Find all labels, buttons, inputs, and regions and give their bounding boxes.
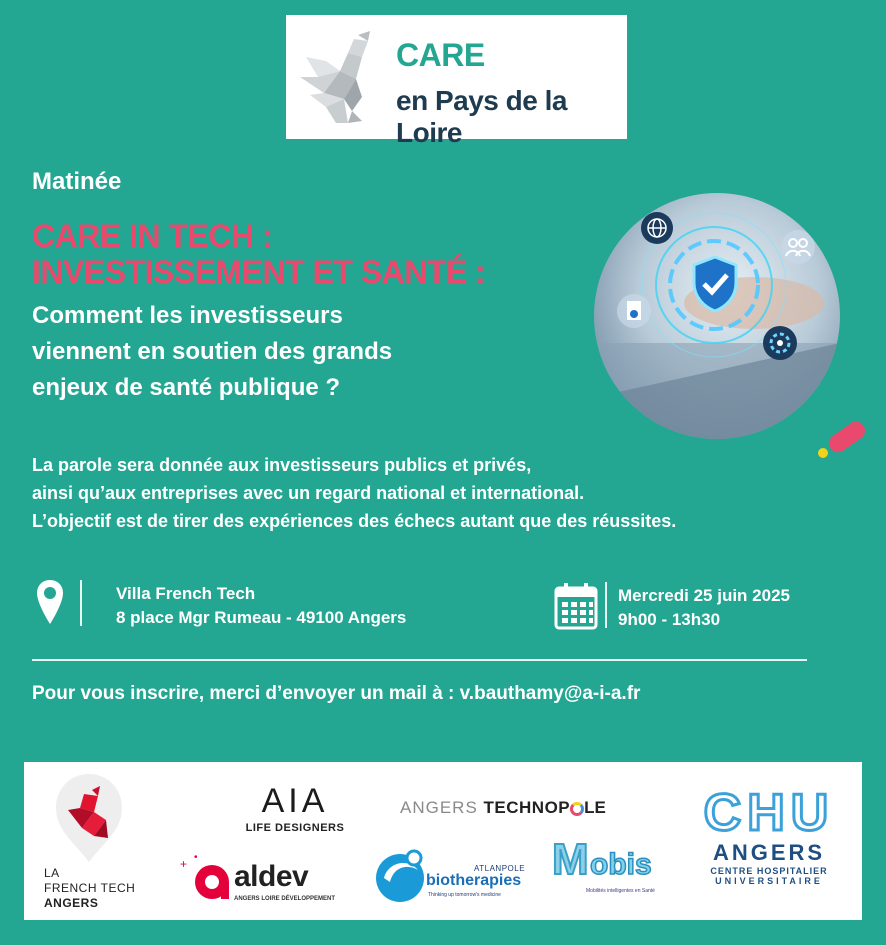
biotherapies-globe-icon bbox=[374, 848, 430, 904]
svg-text:+: + bbox=[180, 857, 188, 871]
gear-icon bbox=[762, 325, 798, 361]
registration-text[interactable]: Pour vous inscrire, merci d’envoyer un mail à : v.bauthamy@a-i-a.fr bbox=[32, 683, 641, 704]
biotherapies-top: ATLANPOLE bbox=[474, 864, 526, 873]
chu-sub1: CENTRE HOSPITALIER bbox=[710, 866, 828, 876]
technopole-o-icon bbox=[570, 802, 584, 816]
french-tech-l3: ANGERS bbox=[44, 896, 99, 910]
event-format: Matinée bbox=[32, 168, 122, 195]
subtitle-line: Comment les investisseurs bbox=[32, 302, 343, 329]
chu-city: ANGERS bbox=[712, 840, 826, 865]
description-line: La parole sera donnée aux investisseurs publics et privés, bbox=[32, 455, 532, 475]
mobis-m-icon: M bbox=[552, 835, 589, 884]
divider bbox=[605, 582, 607, 628]
technopole-a: ANGERS bbox=[400, 798, 484, 817]
svg-text:•: • bbox=[194, 852, 198, 863]
aldev-logo bbox=[176, 850, 336, 906]
description-line: ainsi qu’aux entreprises avec un regard national et international. bbox=[32, 483, 585, 503]
location-pin-icon bbox=[36, 578, 64, 626]
mobis-tag: Mobilités intelligentes en Santé bbox=[586, 888, 655, 894]
mobis-name: obis bbox=[590, 848, 652, 881]
description-line: L’objectif est de tirer des expériences des échecs autant que des réussites. bbox=[32, 511, 677, 531]
location-address: 8 place Mgr Rumeau - 49100 Angers bbox=[116, 608, 407, 627]
french-tech-l2: FRENCH TECH bbox=[44, 881, 136, 895]
horizontal-divider bbox=[32, 659, 807, 661]
event-location bbox=[116, 582, 406, 630]
date-hours: 9h00 - 13h30 bbox=[618, 610, 721, 629]
atlanpole-biotherapies-logo bbox=[374, 846, 544, 906]
partner-logos bbox=[24, 762, 862, 920]
aldev-a-icon bbox=[176, 850, 236, 902]
cybersecurity-illustration bbox=[594, 193, 840, 439]
people-icon bbox=[780, 229, 816, 265]
decorative-dot bbox=[818, 448, 828, 458]
globe-icon bbox=[640, 211, 674, 245]
shield-check-icon bbox=[690, 255, 740, 313]
care-logo-line1: CARE bbox=[396, 37, 485, 73]
care-logo bbox=[286, 15, 627, 148]
care-logo-line2: en Pays de la Loire bbox=[396, 85, 567, 148]
aldev-name: aldev bbox=[234, 860, 309, 893]
decorative-pill bbox=[825, 418, 868, 456]
aia-logo bbox=[240, 784, 350, 834]
document-icon bbox=[616, 293, 652, 329]
divider bbox=[80, 580, 82, 626]
angers-technopole-logo bbox=[400, 798, 606, 818]
mobis-logo bbox=[552, 835, 672, 902]
chu-angers-logo bbox=[700, 786, 838, 886]
biotherapies-tag: Thinking up tomorrow's medicine bbox=[428, 892, 501, 898]
event-title-line1: CARE IN TECH : bbox=[32, 218, 273, 254]
chu-big: CHU bbox=[703, 784, 835, 842]
date-day: Mercredi 25 juin 2025 bbox=[618, 586, 790, 605]
subtitle-line: enjeux de santé publique ? bbox=[32, 374, 341, 401]
subtitle-line: viennent en soutien des grands bbox=[32, 338, 393, 365]
biotherapies-name: biotherapies bbox=[426, 872, 522, 889]
event-description bbox=[32, 451, 676, 535]
event-title-line2: INVESTISSEMENT ET SANTÉ : bbox=[32, 254, 486, 290]
event-subtitle bbox=[32, 298, 512, 406]
event-date bbox=[618, 584, 790, 632]
aia-tag: LIFE DESIGNERS bbox=[245, 822, 345, 834]
french-tech-l1: LA bbox=[44, 866, 60, 880]
aia-name: AIA bbox=[261, 782, 329, 820]
aldev-tag: ANGERS LOIRE DÉVELOPPEMENT bbox=[234, 896, 336, 902]
location-name: Villa French Tech bbox=[116, 584, 256, 603]
rooster-logo-icon bbox=[296, 27, 388, 127]
technopole-c: LE bbox=[584, 798, 606, 817]
technopole-b: TECHNOP bbox=[483, 798, 571, 817]
chu-sub2: UNIVERSITAIRE bbox=[715, 876, 823, 886]
rooster-icon bbox=[54, 772, 124, 864]
calendar-icon bbox=[554, 582, 598, 630]
french-tech-logo bbox=[38, 772, 148, 912]
